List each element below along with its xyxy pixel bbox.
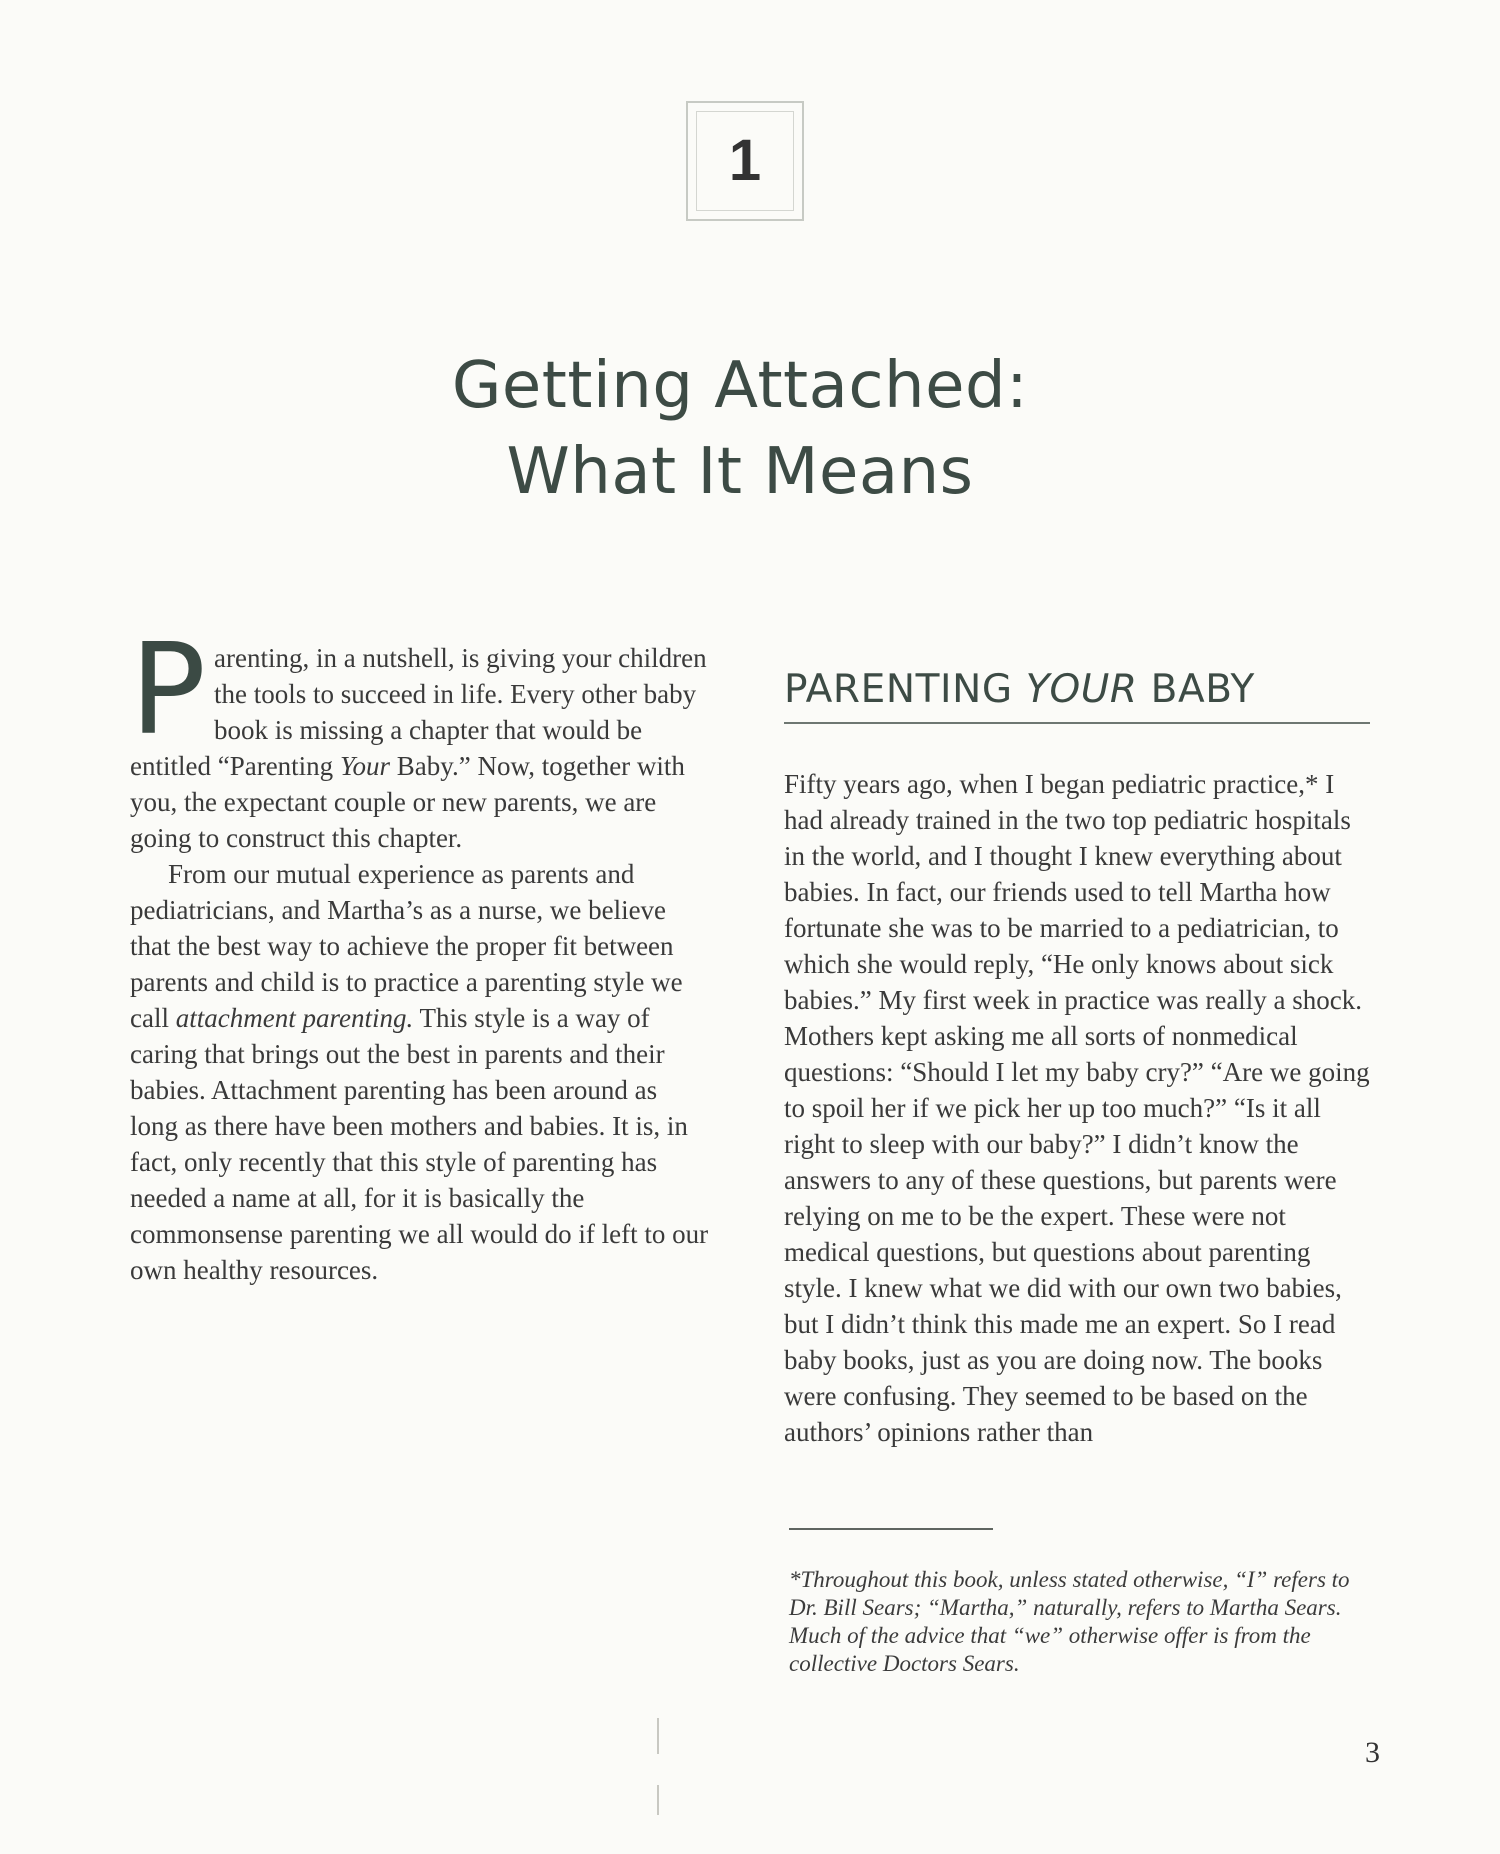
chapter-number-box (686, 101, 804, 221)
right-column (784, 636, 1370, 1450)
left-column-body (130, 616, 710, 1288)
chapter-title-line-1: Getting Attached: (451, 348, 1029, 423)
second-paragraph-start: From our mutual experience as parents and pediatricians, and Martha’s as a nurse, we believe that the best way to achieve the proper fit between parents and child is to practice a parenting style we call (130, 859, 683, 1033)
scan-mark-2 (657, 1785, 659, 1815)
footnote: *Throughout this book, unless stated otherwise, “I” refers to Dr. Bill Sears; “Martha,” naturally, refers to Martha Sears. Much of the advice that “we” otherwise offer is from the collective Doctors Sears. (789, 1567, 1350, 1676)
section-heading-start: PARENTING (784, 667, 1026, 713)
section-heading-end: BABY (1137, 667, 1255, 713)
opening-paragraph (130, 616, 710, 856)
opening-paragraph-emphasis: Your (339, 751, 390, 781)
footnote-divider (789, 1528, 993, 1530)
second-paragraph (130, 856, 710, 1288)
left-column (130, 616, 710, 1288)
drop-cap: P (130, 616, 206, 763)
right-column-paragraph: Fifty years ago, when I began pediatric practice,* I had already trained in the two top pediatric hospitals in the world, and I thought I knew everything about babies. In fact, our friends used to tell Martha how fortunate she was to be married to a pediatrician, to which she would reply, “He only knows about sick babies.” My first week in practice was really a shock. Mothers kept asking me all sorts of nonmedical questions: “Should I let my baby cry?” “Are we going to spoil her if we pick her up too much?” “Is it all right to sleep with our baby?” I didn’t know the answers to any of these questions, but parents were relying on me to be the expert. These were not medical questions, but questions about parenting style. I knew what we did with our own two babies, but I didn’t think this made me an expert. So I read baby books, just as you are doing now. The books were confusing. They seemed to be based on the authors’ opinions rather than (784, 769, 1370, 1448)
second-paragraph-end: This style is a way of caring that brings out the best in parents and their babies. Attachment parenting has been around as long as there have been mothers and babies. It is, in fact, only recently that this style of parenting has needed a name at all, for it is basically the commonsense parenting we all would do if left to our own healthy resources. (130, 1003, 709, 1285)
opening-paragraph-text: arenting, in a nutshell, is giving your children the tools to succeed in life. Every other baby book is missing a chapter that would be entitled “Parenting (130, 643, 707, 781)
section-heading (784, 668, 1370, 724)
section-heading-emphasis: YOUR (1025, 667, 1138, 713)
chapter-number: 1 (728, 128, 762, 193)
second-paragraph-emphasis: attachment parenting. (175, 1003, 414, 1033)
right-column-body (784, 766, 1370, 1450)
page-number: 3 (1365, 1736, 1380, 1769)
chapter-title (330, 343, 1150, 515)
opening-paragraph-tail: Baby.” Now, together with you, the expectant couple or new parents, we are going to construct this chapter. (130, 751, 685, 853)
scan-mark-1 (657, 1718, 659, 1754)
chapter-title-line-2: What It Means (506, 434, 974, 509)
